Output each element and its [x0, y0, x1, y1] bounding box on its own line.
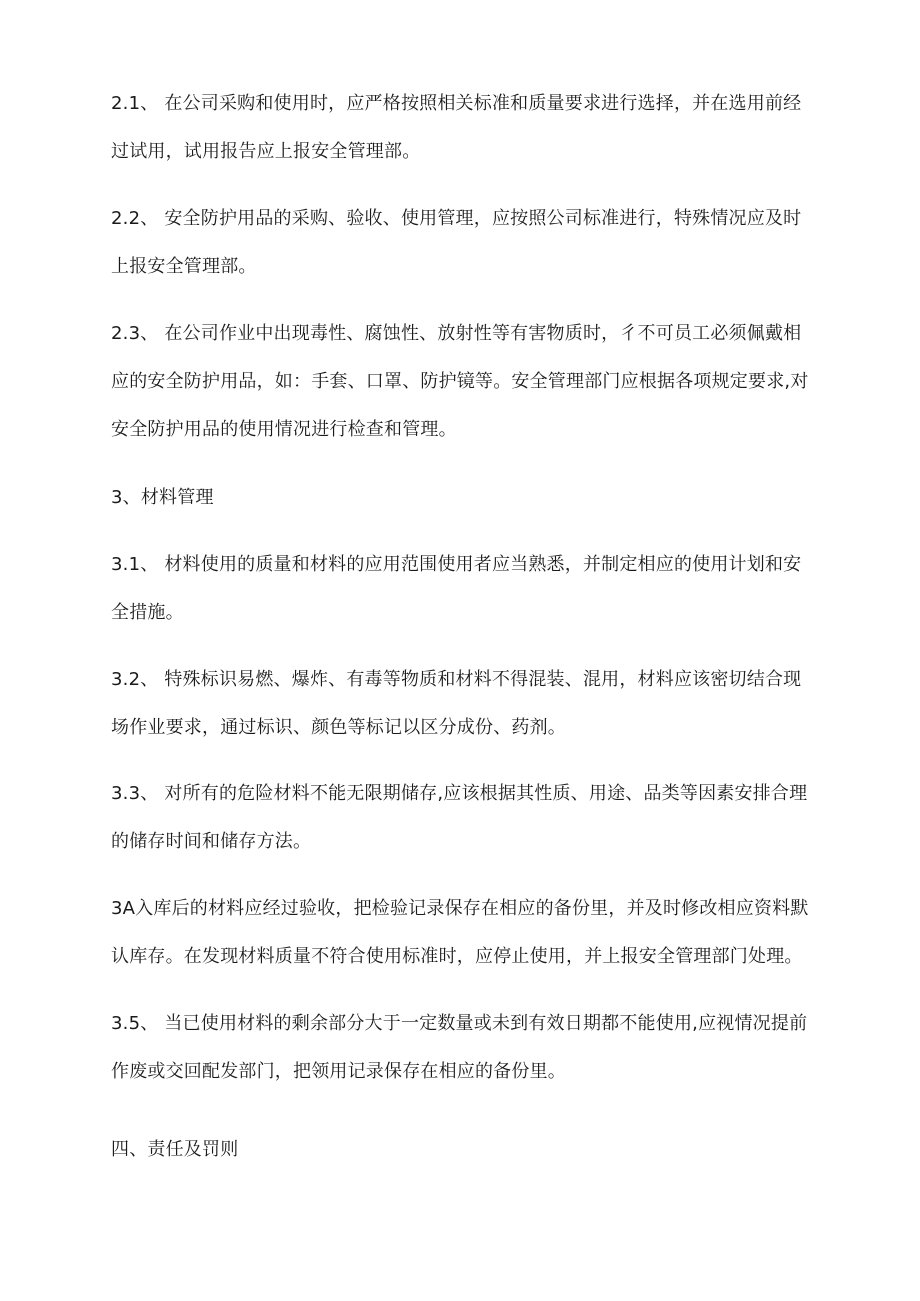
paragraph-line: 3.2、 特殊标识易燃、爆炸、有毒等物质和材料不得混装、混用，材料应该密切结合现 — [111, 669, 802, 690]
paragraph-line: 3.1、 材料使用的质量和材料的应用范围使用者应当熟悉，并制定相应的使用计划和安 — [111, 554, 802, 575]
paragraph-3-2 — [111, 656, 823, 752]
paragraph-3-3 — [111, 770, 823, 866]
paragraph-line: 作废或交回配发部门，把领用记录保存在相应的备份里。 — [111, 1061, 566, 1082]
paragraph-line: 3.5、 当已使用材料的剩余部分大于一定数量或未到有效日期都不能使用,应视情况提前 — [111, 1013, 808, 1034]
paragraph-line: 3.3、 对所有的危险材料不能无限期储存,应该根据其性质、用途、品类等因素安排合理 — [111, 783, 808, 804]
paragraph-3-5 — [111, 1000, 823, 1096]
paragraph-line: 安全防护用品的使用情况进行检查和管理。 — [111, 419, 457, 440]
paragraph-line: 全措施。 — [111, 602, 184, 623]
section-heading-materials — [111, 474, 823, 522]
paragraph-2-3 — [111, 310, 823, 454]
paragraph-3-1 — [111, 541, 823, 637]
paragraph-line: 场作业要求，通过标识、颜色等标记以区分成份、药剂。 — [111, 717, 566, 738]
section-heading-responsibility — [111, 1126, 823, 1174]
paragraph-line: 2.2、 安全防护用品的采购、验收、使用管理，应按照公司标准进行，特殊情况应及时 — [111, 208, 802, 229]
paragraph-line: 过试用，试用报告应上报安全管理部。 — [111, 141, 421, 162]
paragraph-2-1 — [111, 80, 823, 176]
paragraph-line: 2.3、 在公司作业中出现毒性、腐蚀性、放射性等有害物质时，彳不可员工必须佩戴相 — [111, 323, 802, 344]
section-heading: 3、材料管理 — [111, 487, 214, 508]
paragraph-line: 应的安全防护用品，如：手套、口罩、防护镜等。安全管理部门应根据各项规定要求,对 — [111, 371, 809, 392]
paragraph-2-2 — [111, 195, 823, 291]
paragraph-line: 的储存时间和储存方法。 — [111, 831, 312, 852]
paragraph-3-4 — [111, 885, 823, 981]
paragraph-line: 3A入库后的材料应经过验收，把检验记录保存在相应的备份里，并及时修改相应资料默 — [111, 898, 809, 919]
section-heading: 四、责任及罚则 — [111, 1139, 239, 1160]
paragraph-line: 上报安全管理部。 — [111, 256, 257, 277]
paragraph-line: 认库存。在发现材料质量不符合使用标准时，应停止使用，并上报安全管理部门处理。 — [111, 946, 803, 967]
paragraph-line: 2.1、 在公司采购和使用时，应严格按照相关标准和质量要求进行选择，并在选用前经 — [111, 93, 802, 114]
